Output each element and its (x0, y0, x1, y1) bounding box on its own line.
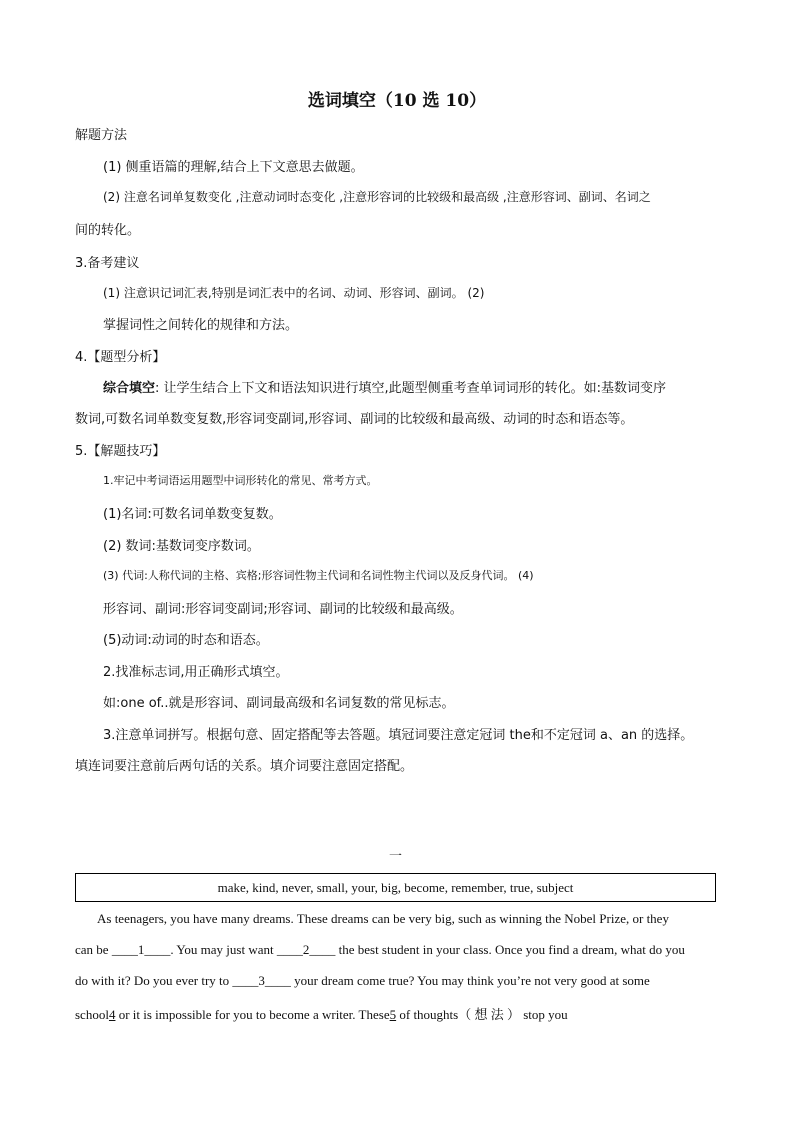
passage-line-4-a: school (75, 1007, 109, 1022)
analysis-line-1 (103, 377, 666, 396)
analysis-heading: 4.【题型分析】 (75, 350, 166, 365)
passage-line-3 (75, 973, 650, 989)
skills-line-1: 1.牢记中考词语运用题型中词形转化的常见、常考方式。 (103, 474, 378, 487)
skills-line-5: 形容词、副词:形容词变副词;形容词、副词的比较级和最高级。 (103, 602, 463, 617)
skills-line-7: 2.找准标志词,用正确形式填空。 (103, 665, 289, 680)
passage-line-4 (75, 1004, 568, 1023)
page-title: 选词填空（10 选 10） (307, 91, 487, 111)
method-item-1: (1) 侧重语篇的理解,结合上下文意思去做题。 (103, 160, 364, 175)
blank-3: ____3____ (232, 973, 291, 988)
passage-line-2-b: . You may just want (170, 942, 277, 957)
method-item-2-line2: 间的转化。 (75, 223, 141, 238)
skills-line-8: 如:one of..就是形容词、副词最高级和名词复数的常见标志。 (103, 696, 455, 711)
blank-2: ____2____ (276, 942, 336, 957)
section-mark: 一 (389, 849, 403, 864)
passage-line-3-b: your dream come true? You may think you’re not very good at some (290, 973, 650, 988)
skills-line-2: (1)名词:可数名词单数变复数。 (103, 507, 282, 522)
analysis-line-2: 数词,可数名词单数变复数,形容词变副词,形容词、副词的比较级和最高级、动词的时态和语态等。 (75, 412, 634, 427)
passage-line-1: As teenagers, you have many dreams. These dreams can be very big, such as winning the Nobel Prize, or they (97, 911, 669, 926)
passage-line-2-c: the best student in your class. Once you find a dream, what do you (335, 942, 685, 957)
skills-line-6: (5)动词:动词的时态和语态。 (103, 633, 269, 648)
advice-heading: 3.备考建议 (75, 256, 140, 271)
skills-line-9: 3.注意单词拼写。根据句意、固定搭配等去答题。填冠词要注意定冠词 the和不定冠词 a、an 的选择。 (103, 728, 694, 743)
advice-item-2: 掌握词性之间转化的规律和方法。 (103, 318, 299, 333)
blank-1: ____1____ (111, 942, 171, 957)
method-item-2-line1: (2) 注意名词单复数变化 ,注意动词时态变化 ,注意形容词的比较级和最高级 ,注意形容词、副词、名词之 (103, 190, 651, 204)
method-heading: 解题方法 (75, 128, 128, 143)
advice-item-1: (1) 注意识记词汇表,特别是词汇表中的名词、动词、形容词、副词。 (2) (103, 286, 485, 300)
skills-heading: 5.【解题技巧】 (75, 444, 166, 459)
skills-line-4: (3) 代词:人称代词的主格、宾格;形容词性物主代词和名词性物主代词以及反身代词。 (4) (103, 569, 534, 582)
word-bank: make, kind, never, small, your, big, become, remember, true, subject (217, 879, 574, 895)
skills-line-3: (2) 数词:基数词变序数词。 (103, 539, 260, 554)
passage-line-2-a: can be (75, 942, 112, 957)
analysis-label: 综合填空 (103, 381, 156, 396)
passage-line-3-a: do with it? Do you ever try to (75, 973, 233, 988)
blank-4: 4 (108, 1007, 116, 1022)
analysis-text-1: : 让学生结合上下文和语法知识进行填空,此题型侧重考查单词词形的转化。如:基数词变序 (155, 381, 667, 396)
passage-line-4-c: of thoughts（ 想 法 ） stop you (396, 1007, 568, 1022)
passage-line-4-b: or it is impossible for you to become a writer. These (115, 1007, 390, 1022)
word-bank-box (75, 873, 716, 902)
passage-line-2 (75, 942, 685, 958)
blank-5: 5 (389, 1007, 397, 1022)
skills-line-10: 填连词要注意前后两句话的关系。填介词要注意固定搭配。 (75, 759, 414, 774)
